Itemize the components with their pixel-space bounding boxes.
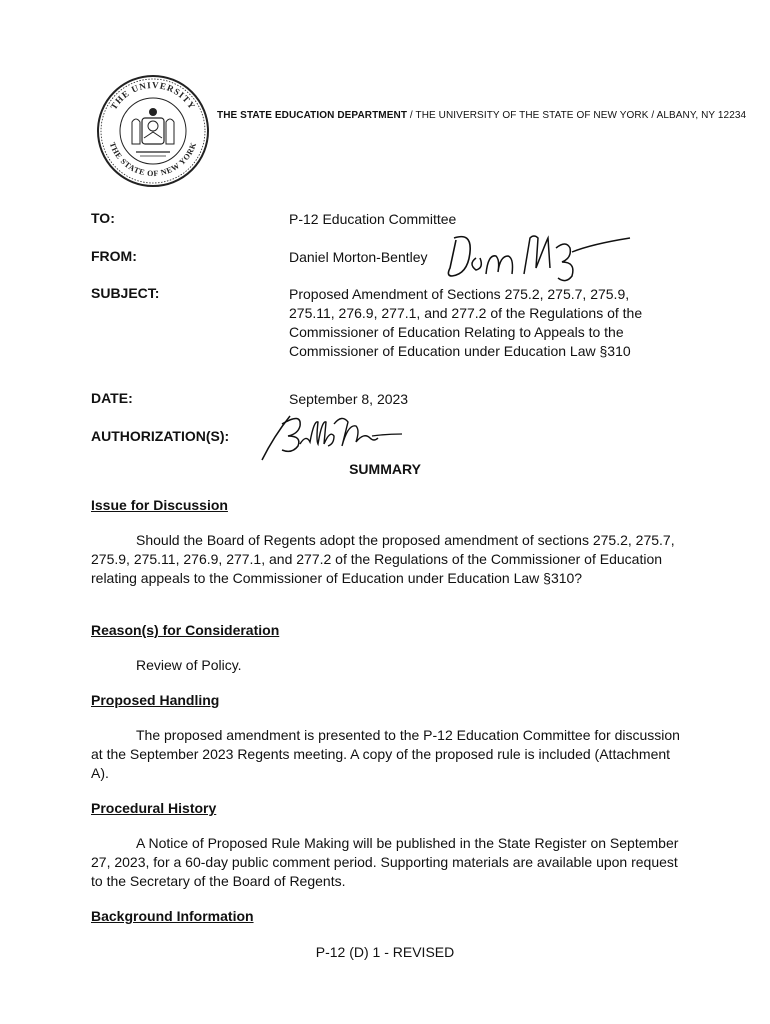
summary-heading: SUMMARY xyxy=(349,461,421,477)
subject-value: Proposed Amendment of Sections 275.2, 275.7, 275.9, 275.11, 276.9, 277.1, and 277.2 of the Regulations of the Commissioner of Education Relating to Appeals to the Commissioner of Education under Education Law §310 xyxy=(289,286,643,359)
from-signature-icon xyxy=(438,228,638,286)
to-label: TO: xyxy=(91,210,115,226)
date-value: September 8, 2023 xyxy=(289,391,409,407)
from-value: Daniel Morton-Bentley xyxy=(289,249,428,265)
handling-text: The proposed amendment is presented to the P-12 Education Committee for discussion at the September 2023 Regents meeting. A copy of the proposed rule is included (Attachment A). xyxy=(91,727,680,781)
letterhead-address: / THE UNIVERSITY OF THE STATE OF NEW YORK / ALBANY, NY 12234 xyxy=(407,110,747,121)
reason-text: Review of Policy. xyxy=(136,657,242,673)
from-label: FROM: xyxy=(91,248,137,264)
to-value: P-12 Education Committee xyxy=(289,211,457,227)
letterhead xyxy=(217,110,746,121)
history-text: A Notice of Proposed Rule Making will be published in the State Register on September 27, 2023, for a 60-day public comment period. Supporting materials are available upon request to the Secretary of the Board of Regents. xyxy=(91,835,679,889)
history-heading: Procedural History xyxy=(91,800,217,816)
svg-text:THE STATE OF NEW YORK: THE STATE OF NEW YORK xyxy=(107,140,199,179)
handling-heading: Proposed Handling xyxy=(91,692,220,708)
reason-heading: Reason(s) for Consideration xyxy=(91,622,280,638)
department-name: THE STATE EDUCATION DEPARTMENT xyxy=(217,110,408,121)
svg-text:THE UNIVERSITY: THE UNIVERSITY xyxy=(108,79,198,112)
background-heading: Background Information xyxy=(91,908,254,924)
date-label: DATE: xyxy=(91,390,133,406)
page-footer: P-12 (D) 1 - REVISED xyxy=(315,944,455,960)
university-seal-icon xyxy=(96,74,210,188)
authorization-label: AUTHORIZATION(S): xyxy=(91,428,230,444)
issue-text: Should the Board of Regents adopt the proposed amendment of sections 275.2, 275.7, 275.9, 275.11, 276.9, 277.1, and 277.2 of the Regulations of the Commissioner of Education relating appeals to the Commissioner of Education under Education Law §310? xyxy=(91,532,675,586)
issue-heading: Issue for Discussion xyxy=(91,497,228,513)
authorization-signature-icon xyxy=(260,410,410,462)
subject-label: SUBJECT: xyxy=(91,285,160,301)
